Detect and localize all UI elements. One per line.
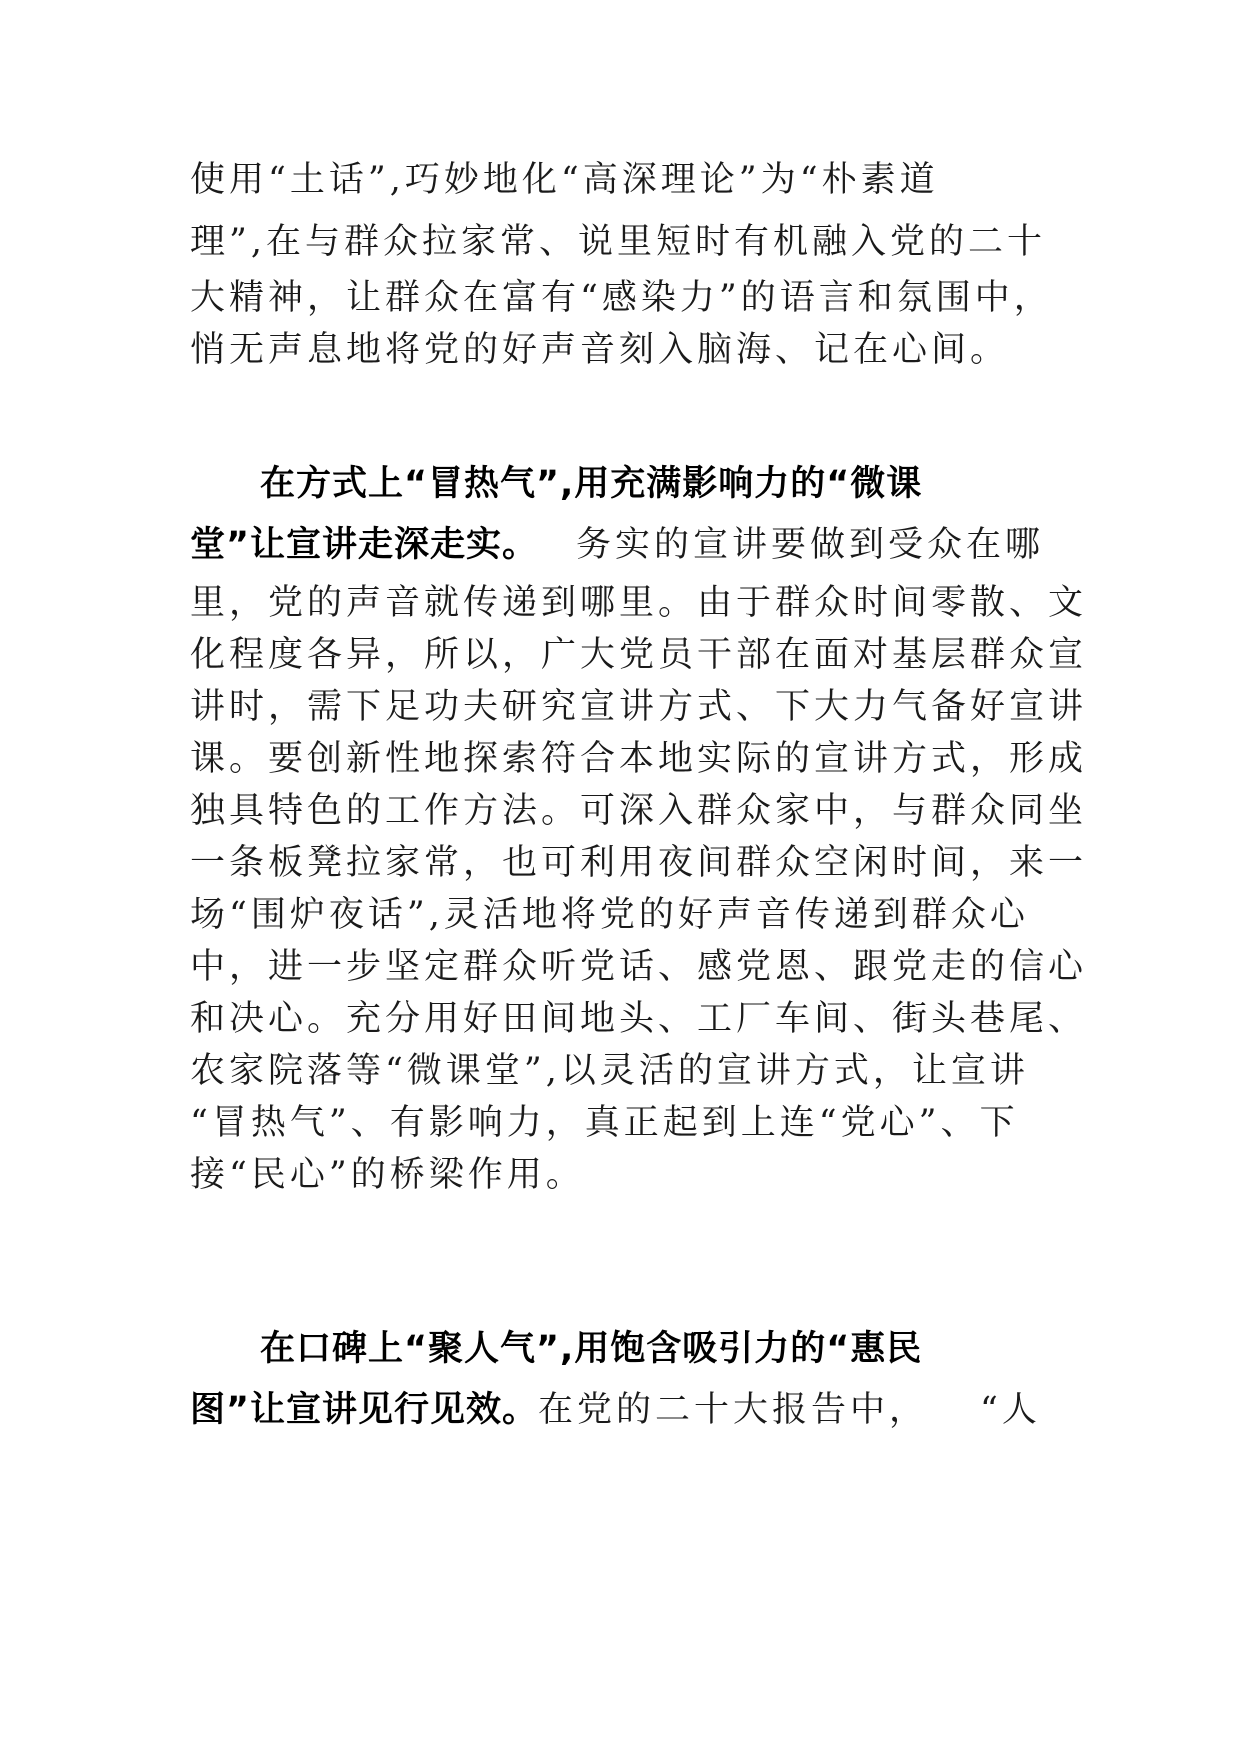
paragraph-3: [190, 1320, 1041, 1442]
paragraph-line: 悄无声息地将党的好声音刻入脑海、记在心间。: [190, 330, 1010, 370]
paragraph-line: 讲时，需下足功夫研究宣讲方式、下大力气备好宣讲: [190, 687, 1088, 727]
section-heading: 在口碑上“聚人气”,用饱含吸引力的“惠民: [260, 1329, 923, 1369]
paragraph-line: 独具特色的工作方法。可深入群众家中，与群众同坐: [190, 791, 1088, 831]
section-heading-tail: 图”让宣讲见行见效。: [190, 1390, 539, 1430]
paragraph-2: [190, 455, 1088, 1201]
paragraph-line: 和决心。充分用好田间地头、工厂车间、街头巷尾、: [190, 999, 1088, 1039]
paragraph-line: “冒热气”、有影响力，真正起到上连“党心”、下: [190, 1103, 1019, 1143]
paragraph-line: 课。要创新性地探索符合本地实际的宣讲方式，形成: [190, 739, 1088, 779]
paragraph-line: 理”,在与群众拉家常、说里短时有机融入党的二十: [190, 222, 1047, 262]
paragraph-line: [190, 513, 1045, 577]
paragraph-text: 在党的二十大报告中，: [538, 1390, 929, 1430]
paragraph-line: 使用“土话”,巧妙地化“高深理论”为“朴素道: [190, 160, 939, 200]
paragraph-line: 场“围炉夜话”,灵活地将党的好声音传递到群众心: [190, 895, 1029, 935]
paragraph-line: 里，党的声音就传递到哪里。由于群众时间零散、文: [190, 583, 1088, 623]
paragraph-1: [190, 150, 1053, 376]
paragraph-line: 一条板凳拉家常，也可利用夜间群众空闲时间，来一: [190, 843, 1088, 883]
section-heading-tail: 堂”让宣讲走深走实。: [190, 525, 539, 565]
paragraph-line: 接“民心”的桥梁作用。: [190, 1155, 585, 1195]
paragraph-line: 中，进一步坚定群众听党话、感党恩、跟党走的信心: [190, 947, 1088, 987]
paragraph-line: 农家院落等“微课堂”,以灵活的宣讲方式，让宣讲: [190, 1051, 1029, 1091]
paragraph-text: 务实的宣讲要做到受众在哪: [576, 525, 1045, 565]
paragraph-line: [190, 1378, 1041, 1442]
paragraph-text: “人: [980, 1390, 1041, 1430]
paragraph-line: 大精神，让群众在富有“感染力”的语言和氛围中，: [190, 278, 1053, 318]
section-heading: 在方式上“冒热气”,用充满影响力的“微课: [260, 464, 923, 504]
paragraph-line: 化程度各异，所以，广大党员干部在面对基层群众宣: [190, 635, 1088, 675]
